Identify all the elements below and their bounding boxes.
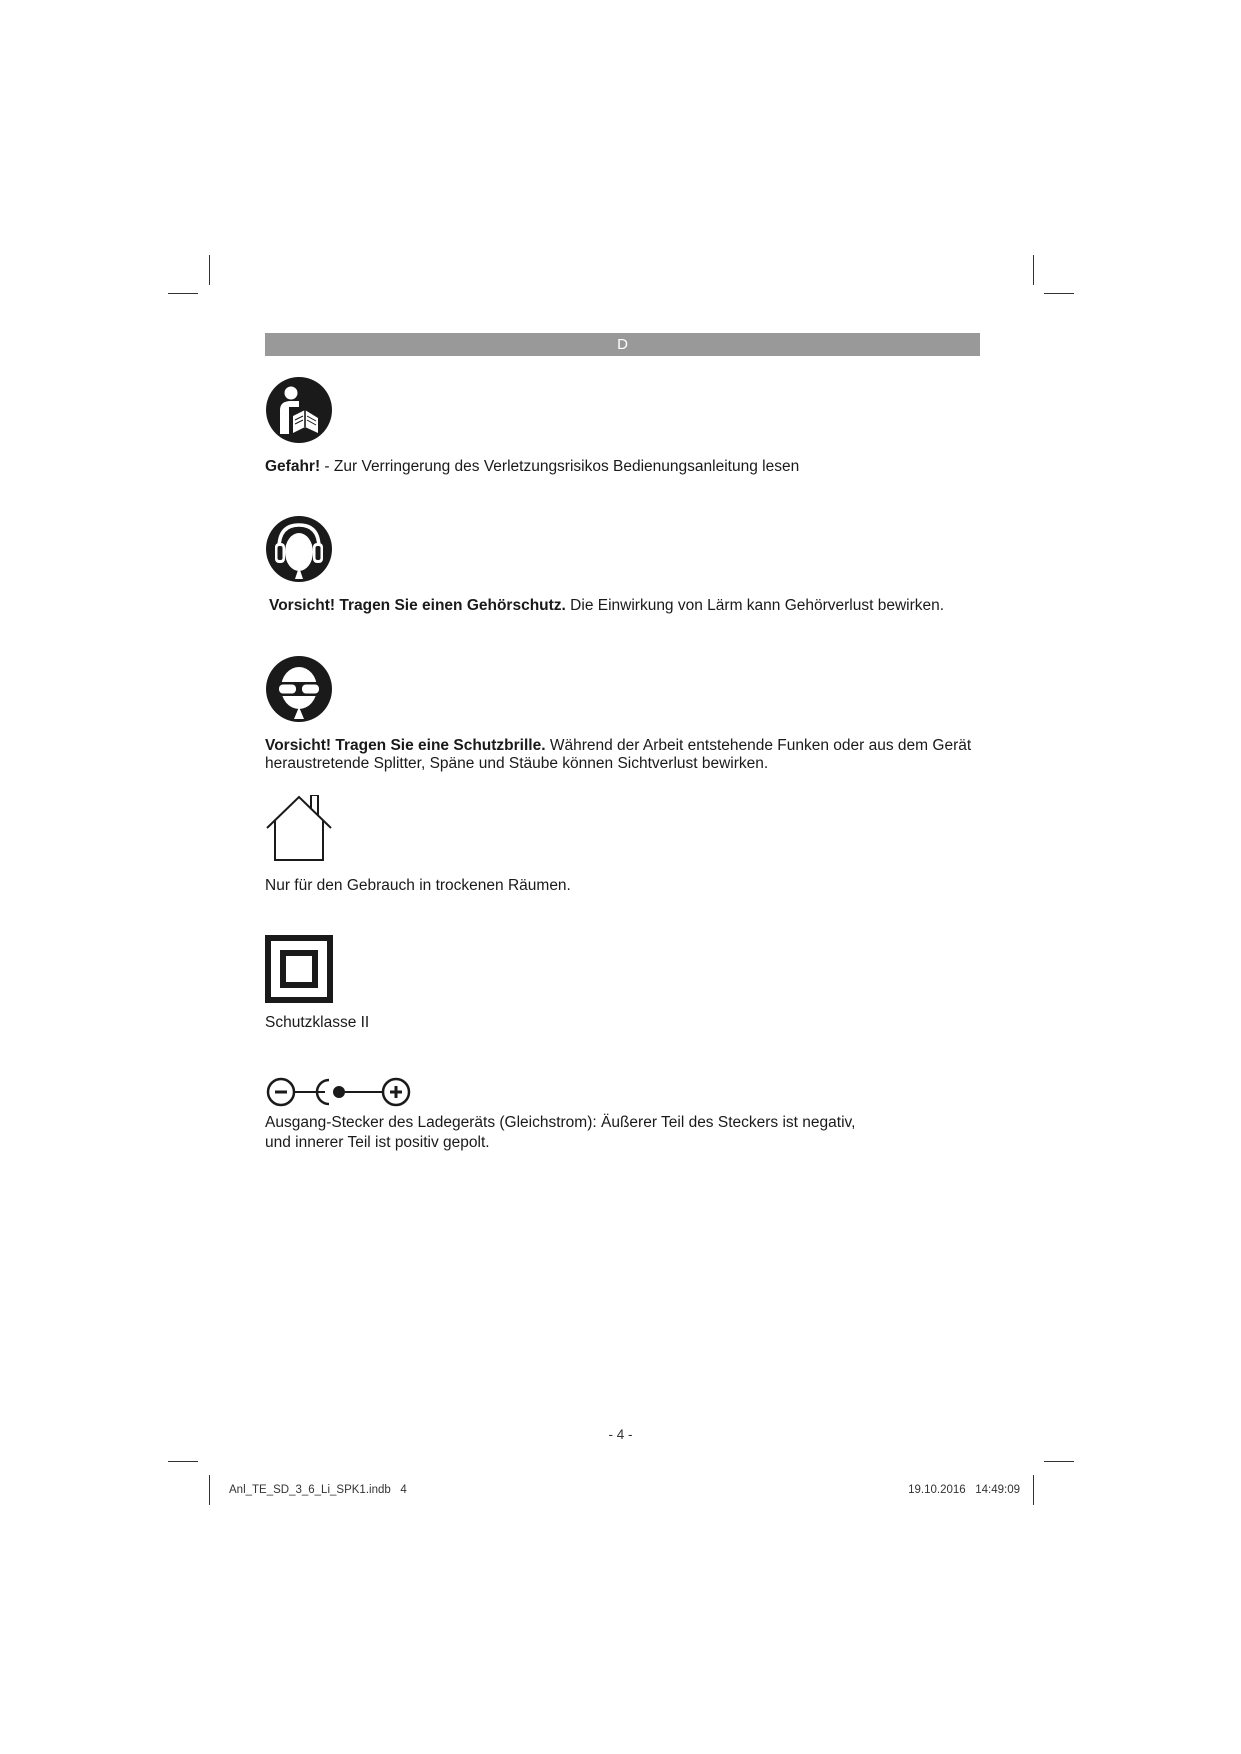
crop-mark [168, 1461, 198, 1462]
symbol-indoor-only [265, 795, 1005, 895]
read-manual-icon [265, 376, 333, 444]
warning-label: Gefahr! [265, 458, 321, 475]
symbol-description: Nur für den Gebrauch in trockenen Räumen. [265, 877, 571, 894]
crop-mark [1033, 1475, 1034, 1505]
symbol-protection-class [265, 935, 1005, 1032]
language-header: D [265, 333, 980, 356]
slug-timestamp: 19.10.2016 14:49:09 [908, 1484, 1020, 1496]
symbol-ear-protection [265, 515, 1005, 615]
slug-file-name: Anl_TE_SD_3_6_Li_SPK1.indb 4 [229, 1484, 407, 1496]
symbol-description: und innerer Teil ist positiv gepolt. [265, 1134, 490, 1151]
page-number: - 4 - [608, 1427, 633, 1442]
symbol-description: - Zur Verringerung des Verletzungsrisikos Bedienungsanleitung lesen [320, 458, 800, 475]
crop-mark [1033, 255, 1034, 285]
symbol-description: Während der Arbeit entstehende Funken oder aus dem Gerät heraustretende Splitter, Späne und Stäube können Sichtverlust bewirken. [265, 737, 972, 772]
crop-mark [1044, 1461, 1074, 1462]
symbol-description: Schutzklasse II [265, 1014, 370, 1031]
ear-protection-icon [265, 515, 333, 583]
crop-mark [1044, 293, 1074, 294]
warning-label: Vorsicht! Tragen Sie eine Schutzbrille. [265, 737, 546, 754]
polarity-icon [265, 1076, 415, 1108]
protection-class-ii-icon [265, 935, 333, 1003]
symbol-read-manual [265, 376, 1005, 476]
house-icon [265, 795, 333, 863]
symbol-safety-goggles [265, 655, 1005, 773]
safety-goggles-icon [265, 655, 333, 723]
warning-label: Vorsicht! Tragen Sie einen Gehörschutz. [269, 597, 566, 614]
symbol-description: Ausgang-Stecker des Ladegeräts (Gleichstrom): Äußerer Teil des Steckers ist negativ, [265, 1114, 856, 1131]
symbol-description: Die Einwirkung von Lärm kann Gehörverlust bewirken. [565, 597, 945, 614]
symbol-polarity [265, 1076, 1005, 1152]
crop-mark [209, 1475, 210, 1505]
crop-mark [209, 255, 210, 285]
crop-mark [168, 293, 198, 294]
